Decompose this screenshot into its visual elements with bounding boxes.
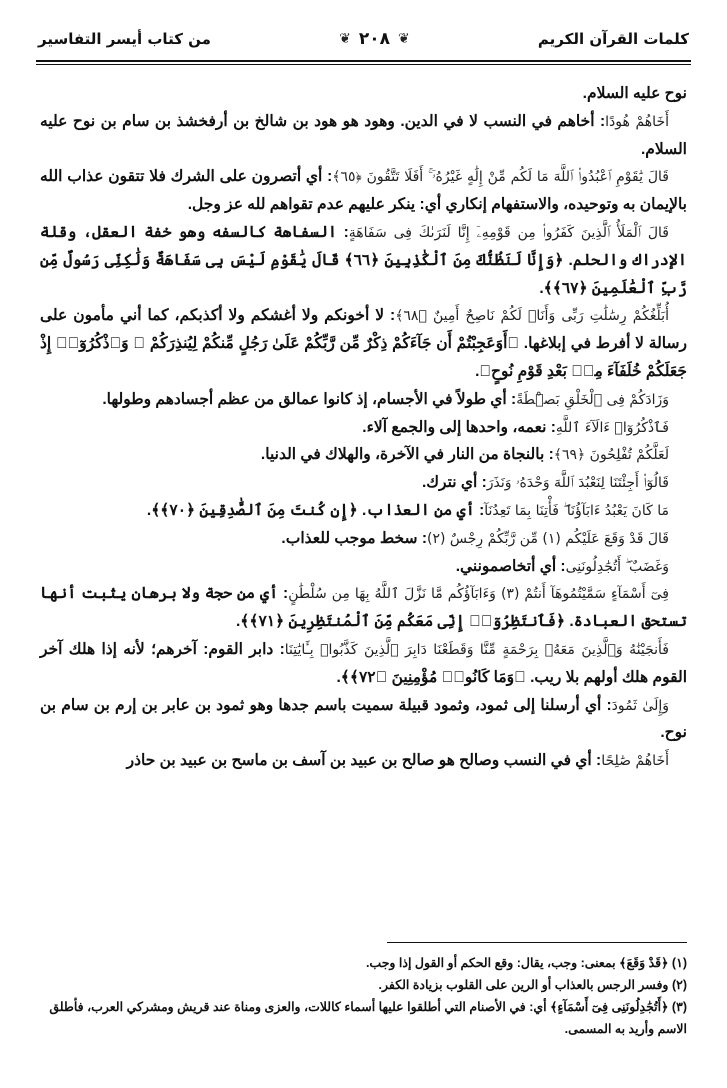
- explanation-text: نوح عليه السلام.: [582, 85, 687, 102]
- quran-phrase: قَالَ ٱلْمَلَأُ ٱلَّذِينَ كَفَرُوا۟ مِن قَوْمِهِۦٓ إِنَّا لَنَرَىٰكَ فِى سَفَاهَةٍ: [348, 224, 669, 241]
- footnote-separator: [387, 942, 687, 943]
- text-paragraph: [40, 553, 687, 581]
- explanation-text: : لا أخونكم ولا أغشكم ولا أكذبكم، كما أني مأمون على رسالة لا أفرط في إبلاغها. ﴿أَوَعَجِبْتُمْ أَن جَآءَكُمْ ذِكْرٌ مِّن رَّبِّكُمْ عَلَىٰ رَجُلٍ مِّنكُمْ لِيُنذِرَكُمْ ۚ وَٱذْكُرُوٓا۟ إِذْ جَعَلَكُمْ خُلَفَآءَ مِنۢ بَعْدِ قَوْمِ نُوحٍ﴾.: [40, 307, 687, 380]
- quran-phrase: أَخَاهُمْ صَٰلِحًا: [601, 753, 669, 770]
- quran-phrase: فِىٓ أَسْمَآءٍ سَمَّيْتُمُوهَآ أَنتُمْ (٣) وَءَابَآؤُكُم مَّا نَزَّلَ ٱللَّهُ بِهَا مِن سُلْطَٰنٍ: [288, 586, 669, 603]
- page-number: ٢٠٨: [358, 29, 390, 49]
- text-paragraph: [40, 580, 687, 636]
- text-paragraph: [40, 747, 687, 775]
- text-paragraph: [40, 302, 687, 385]
- explanation-text: : أي نترك.: [421, 474, 487, 492]
- quran-phrase: فَٱذْكُرُوٓا۟ ءَالَآءَ ٱللَّهِ: [555, 419, 669, 436]
- footnote: (٣) ﴿أَتُجَٰدِلُونَنِى فِىٓ أَسْمَآءٍ﴾ أي: في الأصنام التي أطلقوا عليها أسماء كاللات، والعزى ومناة عند قريش ومشركي العرب، فأطلق الاسم وأريد به المسمى.: [49, 1000, 687, 1036]
- quran-phrase: أُبَلِّغُكُمْ رِسَٰلَٰتِ رَبِّى وَأَنَا۠ لَكُمْ نَاصِحٌ أَمِينٌ ﴿٦٨﴾: [395, 308, 669, 325]
- header-source-title: من كتاب أيسر التفاسير: [38, 30, 211, 48]
- quran-phrase: قَالُوٓا۟ أَجِئْتَنَا لِنَعْبُدَ ٱللَّهَ وَحْدَهُۥ وَنَذَرَ: [486, 475, 669, 492]
- quran-phrase: قَالَ قَدْ وَقَعَ عَلَيْكُم (١) مِّن رَّبِّكُمْ رِجْسٌ (٢): [427, 530, 669, 547]
- text-paragraph: [40, 469, 687, 497]
- text-paragraph: [40, 108, 687, 164]
- main-text: [40, 80, 687, 775]
- explanation-text: : نعمه، واحدها إلى والجمع آلاء.: [362, 418, 556, 436]
- text-paragraph: [40, 386, 687, 414]
- explanation-text: : أي أتصرون على الشرك فلا تتقون عذاب الله بالإيمان به وتوحيده، والاستفهام إنكاري أي: ينكر عليهم عدم تقواهم لله عز وجل.: [40, 168, 687, 214]
- header-book-title: كلمات القرآن الكريم: [537, 30, 689, 48]
- footnotes: [40, 952, 687, 1040]
- explanation-text: : أي أتخاصمونني.: [455, 557, 566, 575]
- quran-phrase: فَأَنجَيْنَٰهُ وَٱلَّذِينَ مَعَهُۥ بِرَحْمَةٍ مِّنَّا وَقَطَعْنَا دَابِرَ ٱلَّذِينَ كَذَّبُوا۟ بِـَٔايَٰتِنَا: [284, 641, 669, 658]
- explanation-text: : أي من العذاب. ﴿إِن كُنتَ مِنَ ٱلصَّٰدِقِينَ ﴿٧٠﴾﴾.: [146, 501, 485, 519]
- quran-phrase: وَزَادَكُمْ فِى ٱلْخَلْقِ بَصْۜطَةً: [516, 391, 669, 408]
- header-rule-thin: [36, 64, 691, 65]
- text-paragraph: [40, 525, 687, 553]
- explanation-text: : سخط موجب للعذاب.: [281, 529, 427, 547]
- footnote: (٢) وفسر الرجس بالعذاب أو الرين على القلوب بزيادة الكفر.: [378, 978, 687, 992]
- quran-phrase: وَإِلَىٰ ثَمُودَ: [611, 697, 669, 714]
- text-paragraph: [40, 441, 687, 469]
- quran-phrase: لَعَلَّكُمْ تُفْلِحُونَ ﴿٦٩﴾: [553, 447, 669, 464]
- text-paragraph: [40, 636, 687, 692]
- text-paragraph: [40, 163, 687, 219]
- ornament-icon: ❦: [339, 31, 351, 47]
- quran-phrase: أَخَاهُمْ هُودًا: [605, 113, 669, 130]
- page-header: [38, 22, 689, 56]
- explanation-text: : بالنجاة من النار في الآخرة، والهلاك في الدنيا.: [260, 446, 554, 464]
- text-paragraph: [40, 414, 687, 442]
- explanation-text: : أي طولاً في الأجسام، إذ كانوا عمالق من عظم أجسادهم وطولها.: [102, 390, 517, 408]
- header-rule: [36, 60, 691, 62]
- text-paragraph: [40, 219, 687, 302]
- explanation-text: : أي أرسلنا إلى ثمود، وثمود قبيلة سميت باسم جدها وهو ثمود بن عابر بن إرم بن سام بن نوح.: [40, 696, 687, 742]
- text-paragraph: [40, 497, 687, 525]
- explanation-text: : أي في النسب وصالح هو صالح بن عبيد بن آسف بن ماسح بن عبيد بن حاذر: [126, 752, 602, 770]
- explanation-text: : أخاهم في النسب لا في الدين. وهود هو هود بن شالخ بن أرفخشذ بن سام بن نوح عليه السلام.: [40, 112, 687, 158]
- ornament-icon: ❦: [397, 31, 410, 47]
- explanation-text: : دابر القوم: آخرهم؛ لأنه إذا هلك آخر القوم هلك أولهم بلا ريب. ﴿وَمَا كَانُوا۟ مُؤْمِنِينَ ﴿٧٢﴾﴾.: [40, 640, 687, 686]
- text-paragraph: [40, 692, 687, 748]
- quran-phrase: مَا كَانَ يَعْبُدُ ءَابَآؤُنَا ۖ فَأْتِنَا بِمَا تَعِدُنَآ: [484, 502, 669, 519]
- page-number-block: [339, 29, 410, 49]
- quran-phrase: قَالَ يَٰقَوْمِ ٱعْبُدُوا۟ ٱللَّهَ مَا لَكُم مِّنْ إِلَٰهٍ غَيْرُهُۥٓ ۚ أَفَلَا تَتَّقُونَ ﴿٦٥﴾: [332, 169, 669, 186]
- explanation-text: : السفاهة كالسفه وهو خفة العقل، وقلة الإدراك والحلم. ﴿وَإِنَّا لَنَظُنُّكَ مِنَ ٱلْكَٰذِبِينَ ﴿٦٦﴾ قَالَ يَٰقَوْمِ لَيْسَ بِى سَفَاهَةٌ وَلَٰكِنِّى رَسُولٌ مِّن رَّبِّ ٱلْعَٰلَمِينَ ﴿٦٧﴾﴾.: [40, 223, 687, 297]
- quran-phrase: وَغَضَبٌ ۖ أَتُجَٰدِلُونَنِى: [565, 558, 669, 575]
- explanation-text: : أي من حجة ولا برهان يثبت أنها تستحق العبادة. ﴿فَٱنتَظِرُوٓا۟ إِنِّى مَعَكُم مِّنَ ٱلْمُنتَظِرِينَ ﴿٧١﴾﴾.: [40, 585, 687, 631]
- footnote: (١) ﴿قَدْ وَقَعَ﴾ بمعنى: وجب، يقال: وقع الحكم أو القول إذا وجب.: [365, 956, 687, 970]
- text-paragraph: [40, 80, 687, 108]
